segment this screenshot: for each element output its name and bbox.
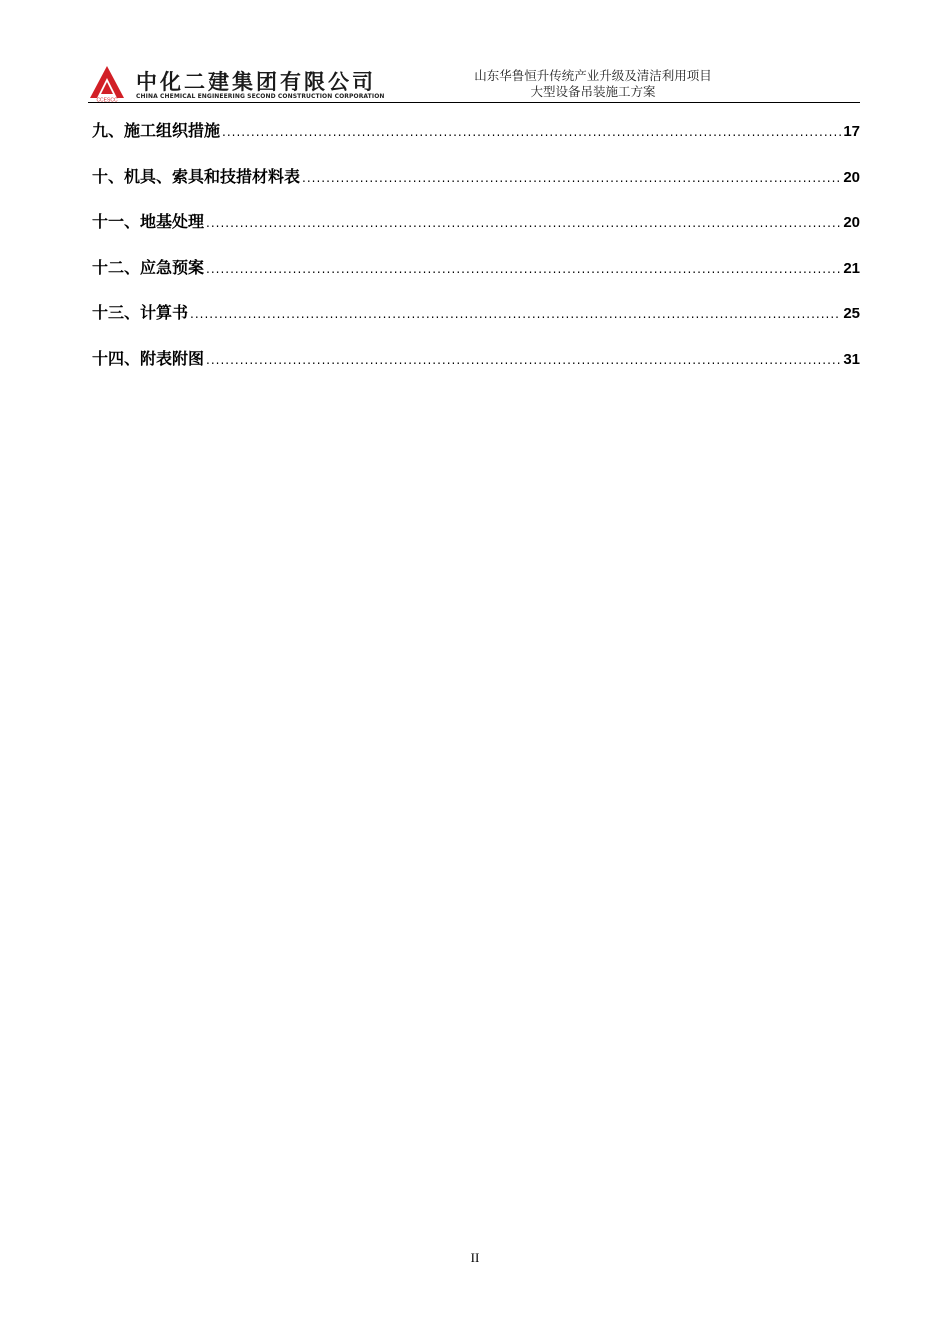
toc-entry-page: 17	[843, 123, 860, 140]
toc-entry[interactable]	[92, 300, 860, 346]
toc-entry-title: 十四、附表附图	[92, 348, 205, 368]
company-logo-icon	[88, 64, 126, 102]
toc-dot-leader	[302, 171, 841, 185]
toc-entry-page: 20	[843, 168, 860, 186]
company-name-en: CHINA CHEMICAL ENGINEERING SECOND CONSTRUCTION CORPORATION	[136, 93, 385, 100]
toc-dot-leader	[222, 125, 841, 139]
toc-entry-title: 十三、计算书	[92, 303, 189, 323]
toc-entry-page: 21	[843, 259, 860, 277]
toc-dot-leader	[206, 353, 841, 367]
toc-dot-leader	[206, 216, 841, 230]
toc-entry[interactable]	[92, 209, 860, 255]
toc-entry[interactable]	[92, 164, 860, 210]
toc-entry-title: 九、施工组织措施	[92, 121, 221, 140]
toc-dot-leader	[190, 307, 841, 321]
page-header	[88, 62, 860, 103]
toc-entry-page: 31	[843, 350, 860, 368]
logo-abbreviation: CCESCC	[96, 97, 118, 102]
page-number: II	[470, 1250, 480, 1265]
toc-entry-title: 十、机具、索具和技措材料表	[92, 166, 301, 186]
toc-entry[interactable]	[92, 255, 860, 301]
project-title	[443, 68, 743, 100]
table-of-contents	[92, 118, 860, 392]
toc-entry-title: 十二、应急预案	[92, 257, 205, 277]
toc-entry-page: 25	[843, 305, 860, 323]
toc-entry-title: 十一、地基处理	[92, 212, 205, 232]
toc-entry-page: 20	[843, 214, 860, 232]
toc-entry[interactable]	[92, 346, 860, 392]
project-title-line2: 大型设备吊装施工方案	[530, 84, 656, 99]
toc-entry[interactable]	[92, 118, 860, 164]
company-name-cn: 中化二建集团有限公司	[136, 70, 376, 94]
toc-dot-leader	[206, 262, 841, 276]
project-title-line1: 山东华鲁恒升传统产业升级及清洁利用项目	[474, 68, 712, 83]
